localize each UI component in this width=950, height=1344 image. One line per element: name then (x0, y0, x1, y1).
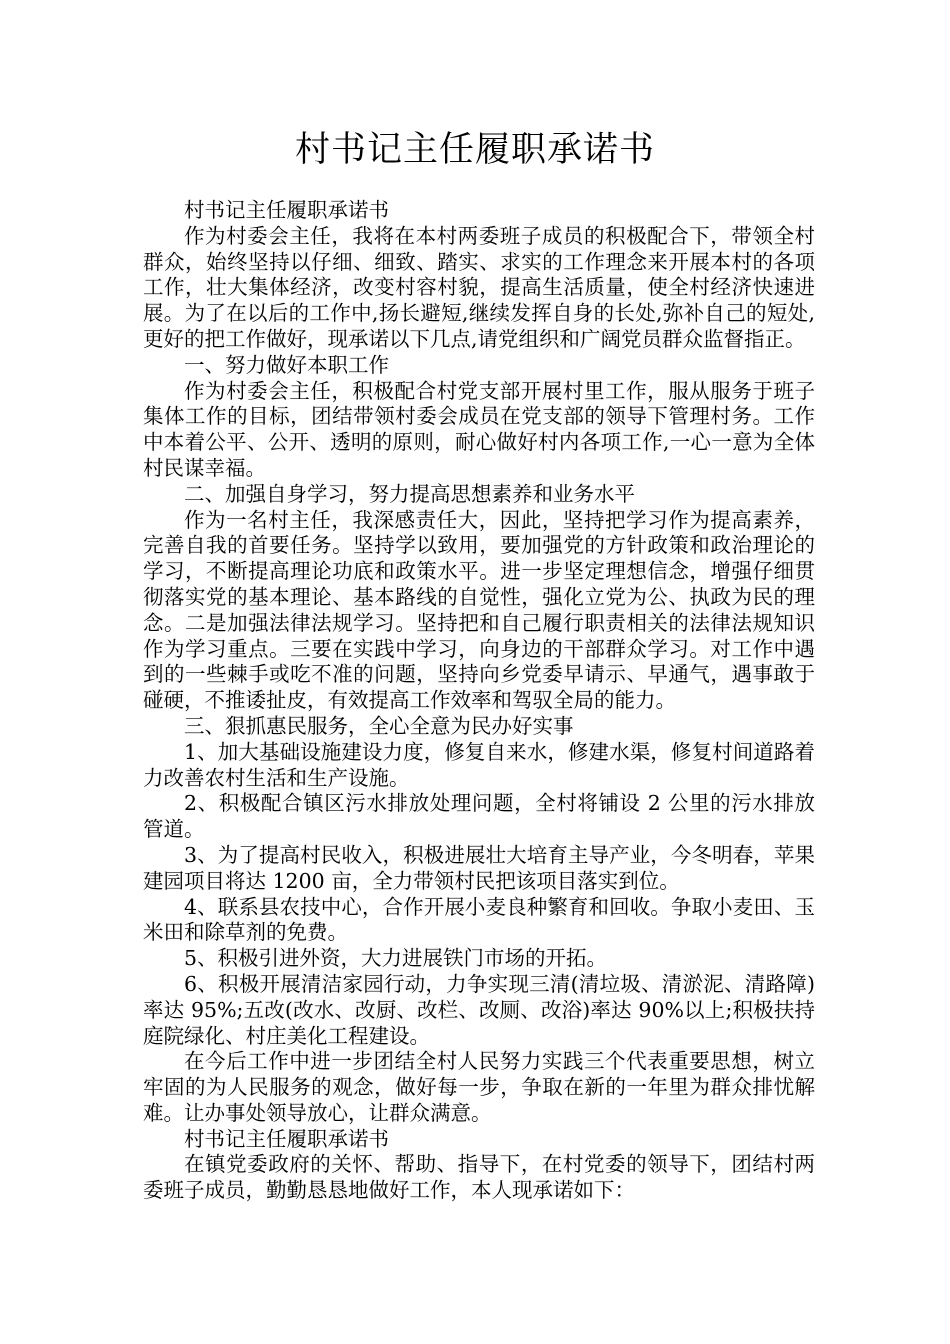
section-heading-3: 三、狠抓惠民服务，全心全意为民办好实事 (184, 713, 574, 738)
paragraph-section-2: 作为一名村主任，我深感责任大，因此，坚持把学习作为提高素养，完善自我的首要任务。坚持学以致用，要加强党的方针政策和政治理论的学习，不断提高理论功底和政策水平。进一步坚定理想信念，增强仔细贯彻落实党的基本理论、基本路线的自觉性，强化立党为公、执政为民的理念。二是加强法律法规学习。坚持把和自己履行职责相关的法律法规知识作为学习重点。三要在实践中学习，向身边的干部群众学习。对工作中遇到的一些棘手或吃不准的问题，坚持向乡党委早请示、早通气，遇事敢于碰硬，不推诿扯皮，有效提高工作效率和驾驭全局的能力。 (143, 507, 815, 713)
paragraph-subtitle: 村书记主任履职承诺书 (184, 198, 389, 222)
paragraph-subtitle-2: 村书记主任履职承诺书 (184, 1126, 389, 1151)
list-item-3: 3、为了提高村民收入，积极进展壮大培育主导产业，今冬明春，苹果建园项目将达 1200 亩，全力带领村民把该项目落实到位。 (143, 842, 815, 893)
document-body (143, 198, 815, 1204)
list-item-5: 5、积极引进外资，大力进展铁门市场的开拓。 (184, 946, 608, 971)
document-title: 村书记主任履职承诺书 (294, 130, 655, 170)
list-item-4: 4、联系县农技中心，合作开展小麦良种繁育和回收。争取小麦田、玉米田和除草剂的免费。 (143, 894, 815, 945)
list-item-1: 1、加大基础设施建设力度，修复自来水，修建水渠，修复村间道路着力改善农村生活和生产设施。 (143, 739, 815, 790)
section-heading-1: 一、努力做好本职工作 (184, 352, 389, 377)
paragraph-closing: 在今后工作中进一步团结全村人民努力实践三个代表重要思想，树立牢固的为人民服务的观念，做好每一步，争取在新的一年里为群众排忧解难。让办事处领导放心，让群众满意。 (143, 1049, 815, 1125)
paragraph-section-1: 作为村委会主任，积极配合村党支部开展村里工作，服从服务于班子集体工作的目标，团结带领村委会成员在党支部的领导下管理村务。工作中本着公平、公开、透明的原则，耐心做好村内各项工作,一心一意为全体村民谋幸福。 (143, 378, 815, 480)
list-item-2: 2、积极配合镇区污水排放处理问题，全村将铺设 2 公里的污水排放管道。 (143, 791, 815, 842)
paragraph-intro: 作为村委会主任，我将在本村两委班子成员的积极配合下，带领全村群众，始终坚持以仔细、细致、踏实、求实的工作理念来开展本村的各项工作，壮大集体经济，改变村容村貌，提高生活质量，使全村经济快速进展。为了在以后的工作中,扬长避短,继续发挥自身的长处,弥补自己的短处,更好的把工作做好，现承诺以下几点,请党组织和广阔党员群众监督指正。 (143, 223, 815, 351)
paragraph-second-intro: 在镇党委政府的关怀、帮助、指导下，在村党委的领导下，团结村两委班子成员，勤勤恳恳地做好工作，本人现承诺如下： (143, 1152, 815, 1203)
section-heading-2: 二、加强自身学习，努力提高思想素养和业务水平 (184, 481, 635, 506)
list-item-6: 6、积极开展清洁家园行动，力争实现三清(清垃圾、清淤泥、清路障)率达 95%;五改(改水、改厨、改栏、改厕、改浴)率达 90%以上;积极扶持庭院绿化、村庄美化工程建设。 (143, 971, 815, 1048)
